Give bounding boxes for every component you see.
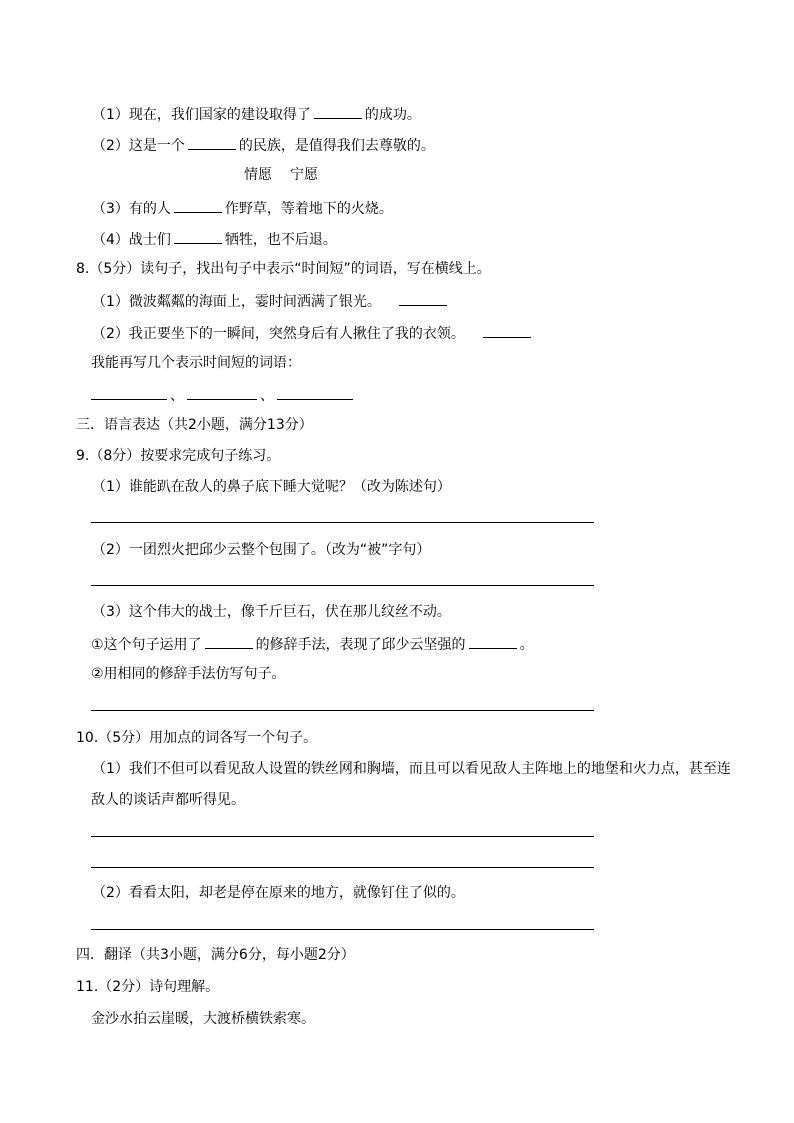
q9-sub-1-middle: 的修辞手法，表现了邱少云坚强的 xyxy=(255,637,466,653)
section-4-title: 四．翻译（共3小题，满分6分，每小题2分） xyxy=(76,947,355,963)
answer-blank[interactable] xyxy=(174,228,222,244)
q8-answer-row xyxy=(91,384,356,406)
section-3-title: 三．语言表达（共2小题，满分13分） xyxy=(76,417,313,433)
q7-item-4 xyxy=(92,228,337,250)
word-choice-b: 宁愿 xyxy=(290,167,318,183)
separator: 、 xyxy=(260,388,274,404)
q7-item-4-text: （4）战士们 xyxy=(92,232,171,248)
q10-item-2: （2）看看太阳，却老是停在原来的地方，就像钉住了似的。 xyxy=(92,885,465,901)
q8-item-2 xyxy=(92,322,534,344)
q9-sub-1-suffix: 。 xyxy=(519,637,534,653)
q8-item-1 xyxy=(92,290,450,312)
q9-item-1: （1）谁能趴在敌人的鼻子底下睡大觉呢？（改为陈述句） xyxy=(92,479,451,495)
answer-blank[interactable] xyxy=(277,384,353,400)
q7-item-3-text: （3）有的人 xyxy=(92,201,171,217)
q11-title: 11.（2分）诗句理解。 xyxy=(76,979,220,995)
q7-item-2 xyxy=(92,134,435,156)
answer-line[interactable] xyxy=(91,585,594,586)
q7-item-3-suffix: 作野草，等着地下的火烧。 xyxy=(224,201,393,217)
answer-blank[interactable] xyxy=(205,633,253,649)
q7-item-2-text: （2）这是一个 xyxy=(92,138,185,154)
q11-poem: 金沙水拍云崖暖，大渡桥横铁索寒。 xyxy=(91,1011,315,1027)
answer-line[interactable] xyxy=(91,836,594,837)
q9-sub-1 xyxy=(91,633,534,655)
answer-blank[interactable] xyxy=(469,633,517,649)
q10-title: 10.（5分）用加点的词各写一个句子。 xyxy=(76,730,318,746)
answer-line[interactable] xyxy=(91,710,594,711)
q7-item-1-suffix: 的成功。 xyxy=(364,107,421,123)
q7-word-choices xyxy=(244,165,318,185)
q9-title: 9.（8分）按要求完成句子练习。 xyxy=(76,448,281,464)
answer-blank[interactable] xyxy=(187,384,257,400)
q7-item-2-suffix: 的民族，是值得我们去尊敬的。 xyxy=(238,138,435,154)
answer-blank[interactable] xyxy=(483,322,531,338)
answer-line[interactable] xyxy=(91,522,594,523)
q9-item-3: （3）这个伟大的战士，像千斤巨石，伏在那儿纹丝不动。 xyxy=(92,604,451,620)
q8-item-2-text: （2）我正要坐下的一瞬间，突然身后有人揪住了我的衣领。 xyxy=(92,326,465,342)
answer-line[interactable] xyxy=(91,929,594,930)
q9-sub-1-text: ①这个句子运用了 xyxy=(91,637,202,653)
q8-title: 8.（5分）读句子，找出句子中表示“时间短”的词语，写在横线上。 xyxy=(76,261,491,277)
answer-line[interactable] xyxy=(91,867,594,868)
answer-blank[interactable] xyxy=(91,384,167,400)
q8-prompt: 我能再写几个表示时间短的词语： xyxy=(91,355,301,371)
answer-blank[interactable] xyxy=(314,103,362,119)
q7-item-4-suffix: 牺牲，也不后退。 xyxy=(224,232,337,248)
q7-item-1 xyxy=(92,103,421,125)
q10-item-1-line-2: 敌人的谈话声都听得见。 xyxy=(91,792,245,808)
word-choice-a: 情愿 xyxy=(244,167,272,183)
q9-sub-2: ②用相同的修辞手法仿写句子。 xyxy=(91,666,286,682)
q9-item-2: （2）一团烈火把邱少云整个包围了。（改为“被”字句） xyxy=(92,542,431,558)
q8-item-1-text: （1）微波粼粼的海面上，霎时间洒满了银光。 xyxy=(92,294,381,310)
answer-blank[interactable] xyxy=(188,134,236,150)
answer-blank[interactable] xyxy=(174,197,222,213)
q7-item-1-text: （1）现在，我们国家的建设取得了 xyxy=(92,107,311,123)
q7-item-3 xyxy=(92,197,393,219)
answer-blank[interactable] xyxy=(399,290,447,306)
q10-item-1-line-1: （1）我们不但可以看见敌人设置的铁丝网和胸墙，而且可以看见敌人主阵地上的地堡和火力点，甚至连 xyxy=(92,761,731,777)
separator: 、 xyxy=(170,388,184,404)
